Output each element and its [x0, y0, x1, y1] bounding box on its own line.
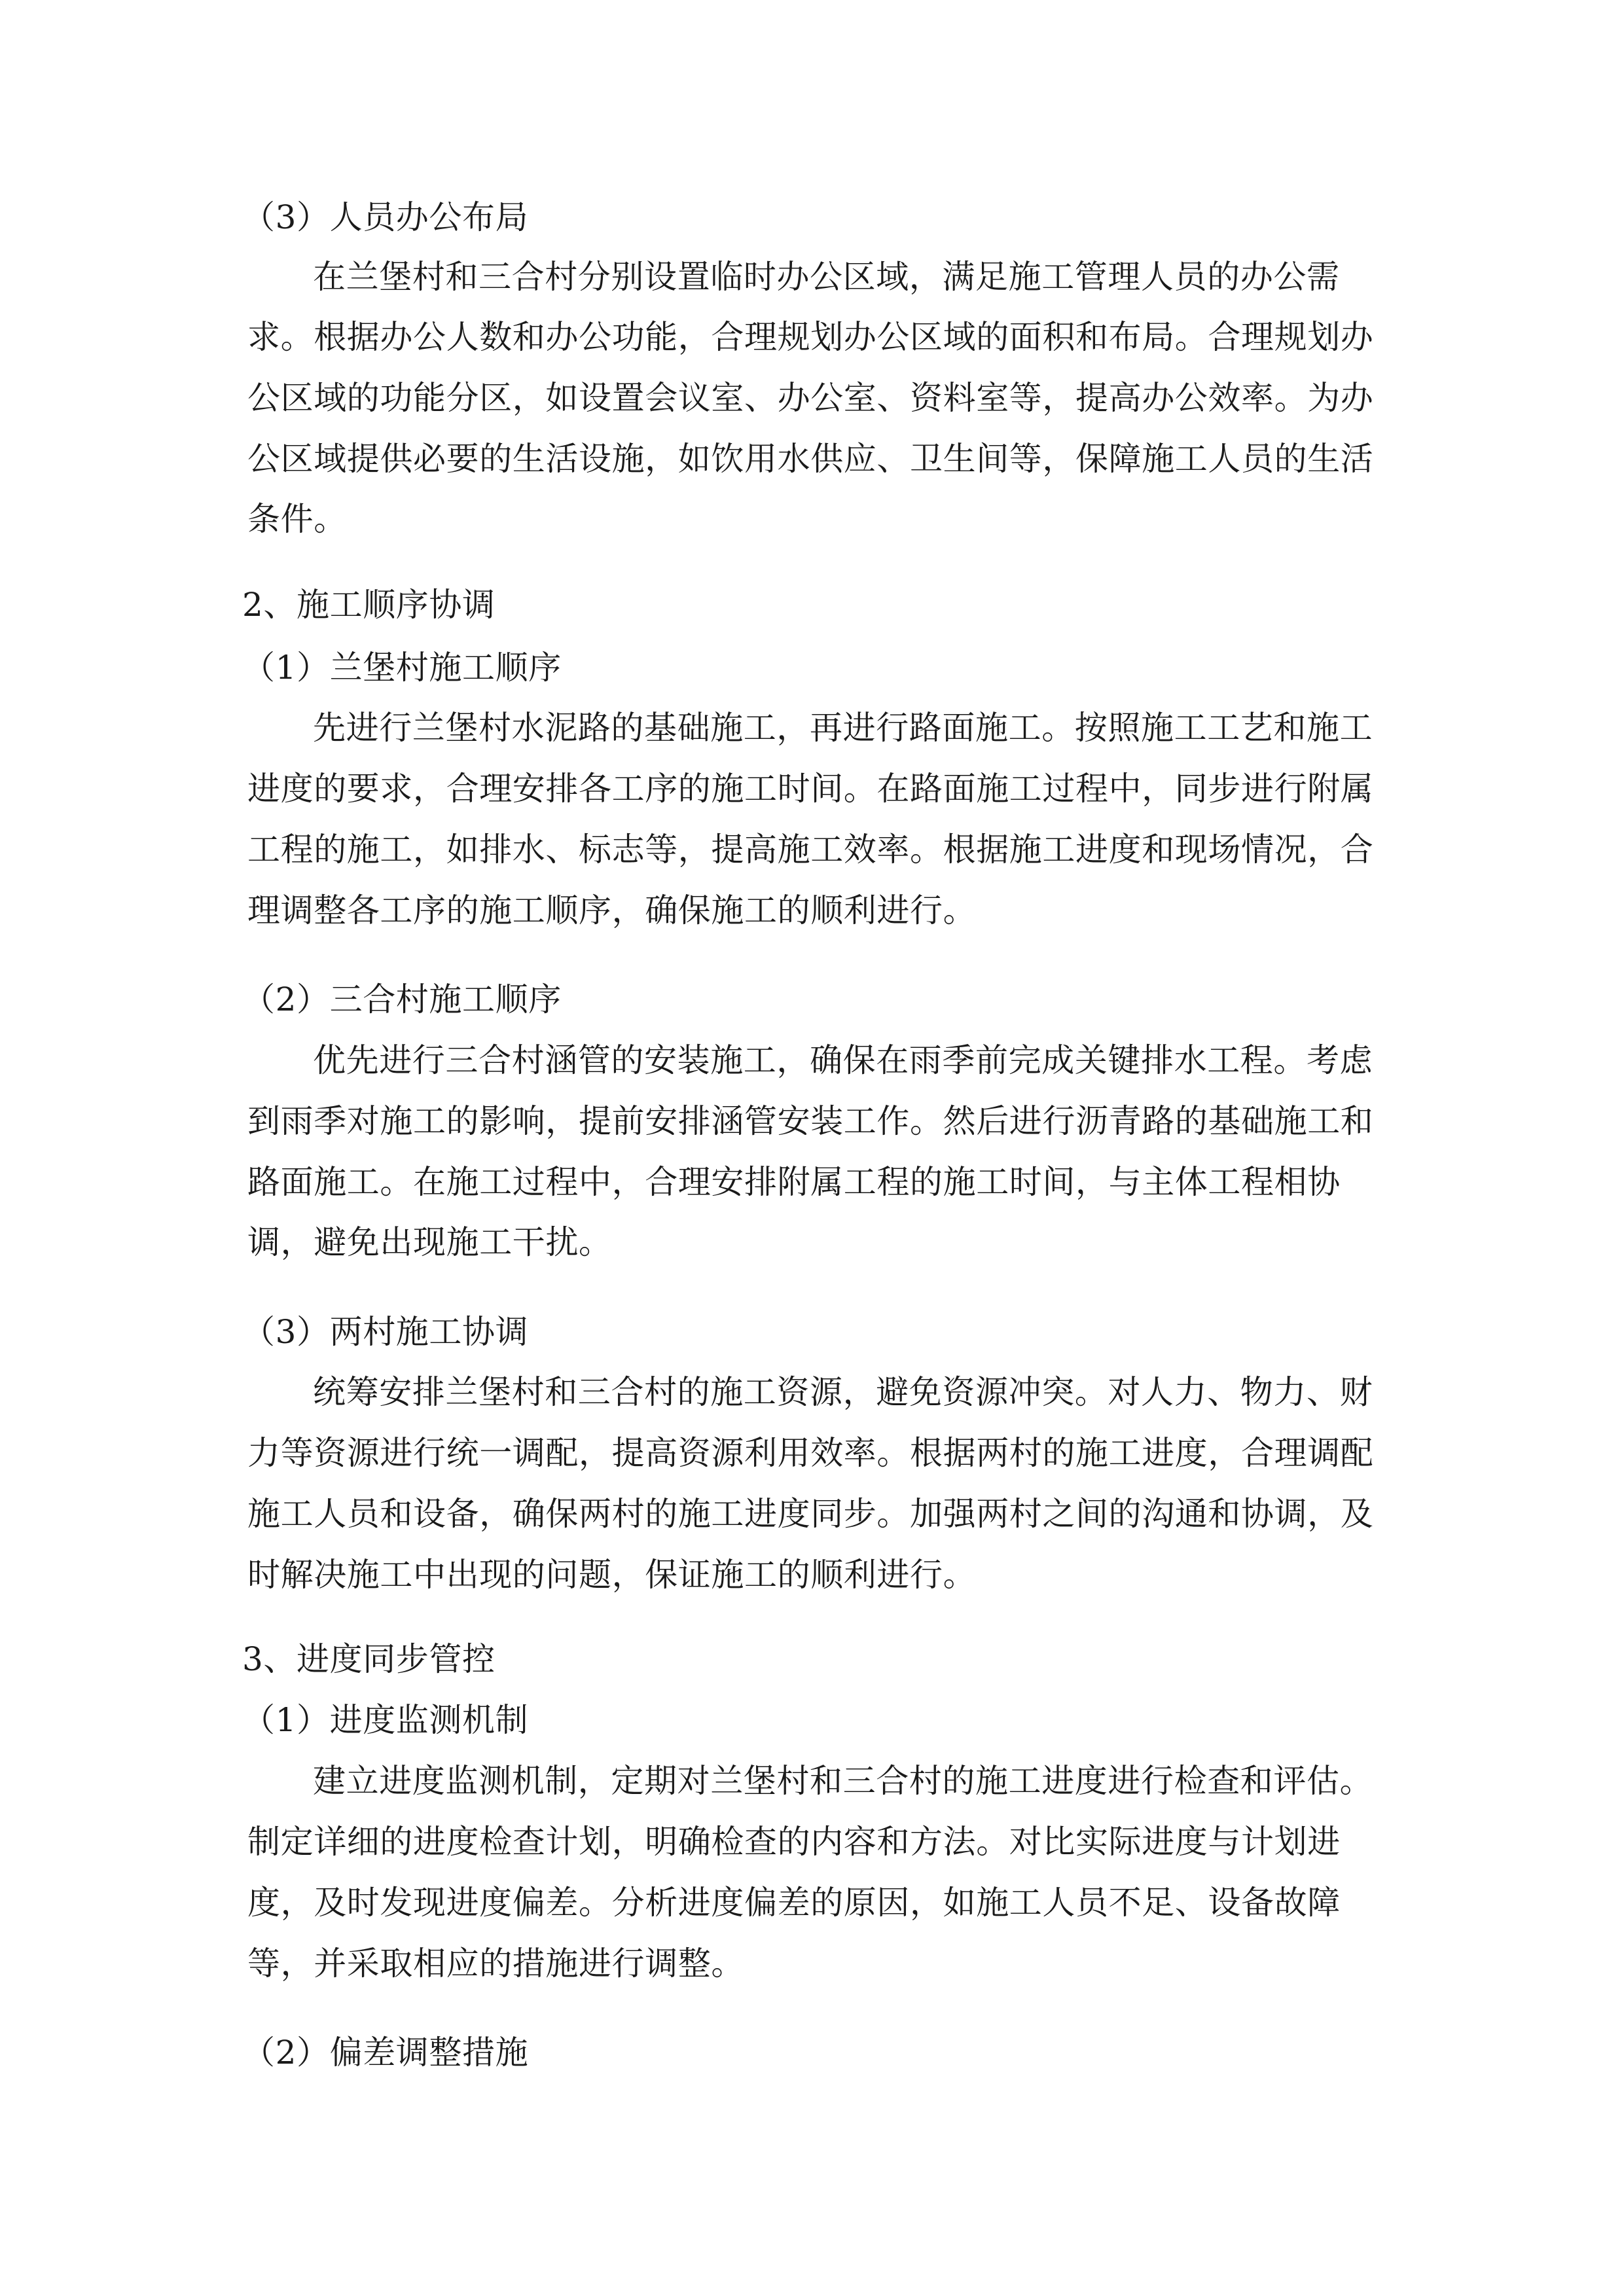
- paragraph-line: 建立进度监测机制，定期对兰堡村和三合村的施工进度进行检查和评估。: [313, 1762, 1373, 1800]
- paragraph-line: 时解决施工中出现的问题，保证施工的顺利进行。: [247, 1556, 977, 1594]
- paragraph-line: 优先进行三合村涵管的安装施工，确保在雨季前完成关键排水工程。考虑: [313, 1041, 1373, 1079]
- paragraph-line: 统筹安排兰堡村和三合村的施工资源，避免资源冲突。对人力、物力、财: [313, 1373, 1373, 1411]
- paragraph-line: 先进行兰堡村水泥路的基础施工，再进行路面施工。按照施工工艺和施工: [313, 709, 1373, 747]
- paragraph-line: 到雨季对施工的影响，提前安排涵管安装工作。然后进行沥青路的基础施工和: [247, 1102, 1374, 1140]
- paragraph-line: 调，避免出现施工干扰。: [247, 1223, 612, 1261]
- sub-heading-progress-monitoring: （1）进度监测机制: [242, 1701, 529, 1739]
- paragraph-line: 求。根据办公人数和办公功能，合理规划办公区域的面积和布局。合理规划办: [247, 318, 1374, 356]
- paragraph-line: 公区域提供必要的生活设施，如饮用水供应、卫生间等，保障施工人员的生活: [247, 440, 1374, 478]
- paragraph-line: 条件。: [247, 500, 347, 538]
- paragraph-line: 度，及时发现进度偏差。分析进度偏差的原因，如施工人员不足、设备故障: [247, 1884, 1341, 1922]
- sub-heading-two-village-coordination: （3）两村施工协调: [242, 1313, 529, 1351]
- paragraph-line: 进度的要求，合理安排各工序的施工时间。在路面施工过程中，同步进行附属: [247, 770, 1374, 808]
- sub-heading-sanhe-sequence: （2）三合村施工顺序: [242, 980, 562, 1018]
- sub-heading-lanbao-sequence: （1）兰堡村施工顺序: [242, 649, 562, 687]
- paragraph-line: 等，并采取相应的措施进行调整。: [247, 1945, 744, 1982]
- sub-heading-deviation-adjustment: （2）偏差调整措施: [242, 2034, 529, 2072]
- section-heading-construction-sequence: 2、施工顺序协调: [242, 586, 496, 624]
- paragraph-line: 公区域的功能分区，如设置会议室、办公室、资料室等，提高办公效率。为办: [247, 379, 1374, 417]
- section-heading-schedule-control: 3、进度同步管控: [242, 1640, 496, 1678]
- paragraph-line: 路面施工。在施工过程中，合理安排附属工程的施工时间，与主体工程相协: [247, 1163, 1341, 1201]
- paragraph-line: 力等资源进行统一调配，提高资源利用效率。根据两村的施工进度，合理调配: [247, 1434, 1374, 1472]
- paragraph-line: 理调整各工序的施工顺序，确保施工的顺利进行。: [247, 891, 977, 929]
- paragraph-line: 施工人员和设备，确保两村的施工进度同步。加强两村之间的沟通和协调，及: [247, 1495, 1374, 1533]
- paragraph-line: 工程的施工，如排水、标志等，提高施工效率。根据施工进度和现场情况，合: [247, 831, 1374, 869]
- paragraph-line: 制定详细的进度检查计划，明确检查的内容和方法。对比实际进度与计划进: [247, 1823, 1341, 1861]
- paragraph-line: 在兰堡村和三合村分别设置临时办公区域，满足施工管理人员的办公需: [313, 258, 1340, 296]
- sub-heading-office-layout: （3）人员办公布局: [242, 198, 529, 236]
